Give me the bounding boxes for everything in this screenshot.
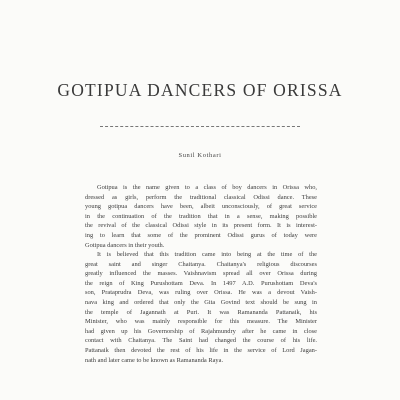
paragraph-line: in the continuation of the tradition that in a sense, making possible	[85, 212, 317, 220]
paragraph-line: Pattanaik then devoted the rest of his life in the service of Lord Jagan-	[85, 346, 317, 354]
paragraph-line: nath and later came to be known as Ramananda Raya.	[85, 356, 224, 364]
paragraph-line: Minister, who was mainly responsible for this measure. The Minister	[85, 318, 317, 326]
article-title: GOTIPUA DANCERS OF ORISSA	[57, 80, 343, 100]
paragraph-line: greatly influenced the masses. Vaishnavism spread all over Orissa during	[85, 270, 317, 278]
paragraph-line: son, Prataprudra Deva, was ruling over Orissa. He was a devout Vaish-	[85, 289, 317, 297]
title-divider	[100, 126, 300, 127]
paragraph-2	[85, 250, 317, 365]
paragraph-line: the temple of Jagannath at Puri. It was Ramananda Pattanaik, his	[85, 308, 317, 316]
paragraph-line: the reign of King Purushottam Deva. In 1497 A.D. Purushottam Deva's	[85, 279, 317, 287]
paragraph-line: Gotipua dancers in their youth.	[85, 241, 165, 249]
paragraph-line: had given up his Governorship of Rajahmundry after he came in close	[85, 327, 317, 335]
paragraph-line: contact with Chaitanya. The Saint had changed the course of his life.	[85, 337, 317, 345]
paragraph-1	[85, 183, 317, 250]
paragraph-line: It is believed that this tradition came into being at the time of the	[97, 251, 317, 258]
paragraph-line: young gotipua dancers have been, albeit unconsciously, of great service	[85, 203, 317, 211]
paragraph-line: great saint and singer Chaitanya. Chaitanya's religious discourses	[85, 260, 317, 268]
paragraph-line: the revival of the classical Odissi style in its present form. It is interest-	[85, 222, 317, 230]
paragraph-line: nava king and ordered that only the Gita Govind text should be sung in	[85, 298, 317, 306]
paragraph-line: dressed as girls, perform the traditional classical Odissi dance. These	[85, 193, 317, 201]
article-author: Sunil Kothari	[178, 152, 222, 159]
paragraph-line: ing to learn that some of the prominent Odissi gurus of today were	[85, 231, 317, 239]
paragraph-line: Gotipua is the name given to a class of boy dancers in Orissa who,	[97, 184, 317, 191]
